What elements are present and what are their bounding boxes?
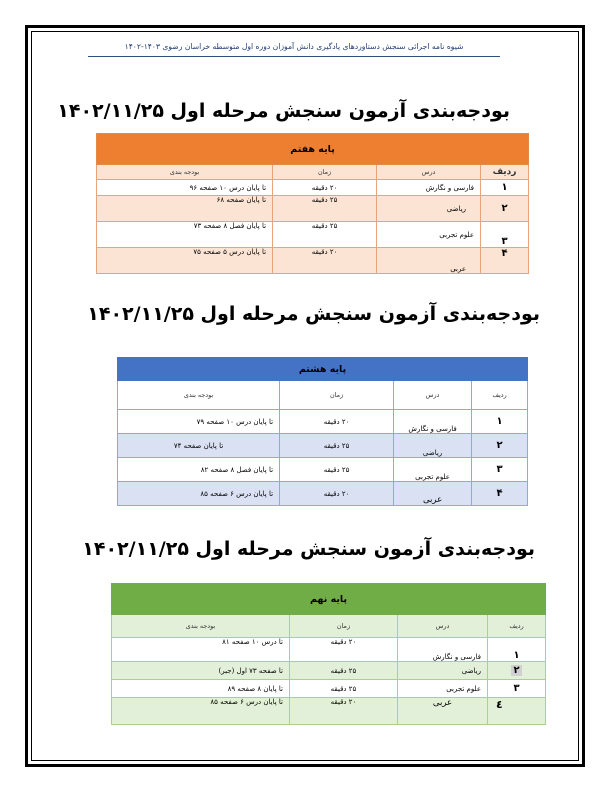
budget-cell: تا پایان ۸ صفحه ۸۹ <box>112 680 290 698</box>
row-number: ۱ <box>481 180 529 196</box>
time-cell: ۲۵ دقیقه <box>280 434 394 458</box>
budget-table-grade7 <box>96 133 529 274</box>
grade-band: پایه هشتم <box>118 358 528 381</box>
row-number: ۲ <box>472 434 528 458</box>
time-cell: ۲۵ دقیقه <box>290 680 398 698</box>
budget-cell: تا پایان فصل ۸ صفحه ۷۳ <box>97 222 273 248</box>
budget-cell: تا پایان درس ۱۰ صفحه ۷۹ <box>118 410 280 434</box>
time-cell: ۲۵ دقیقه <box>290 662 398 680</box>
row-number: ۳ <box>472 458 528 482</box>
col-header-row-number: ردیف <box>488 615 546 638</box>
section-title-grade9: بودجه‌بندی آزمون سنجش مرحله اول ۱۴۰۲/۱۱/۲۵ <box>82 538 535 560</box>
subject-cell: علوم تجربی <box>377 222 481 248</box>
row-number <box>488 662 546 680</box>
row-number: ۳ <box>488 680 546 698</box>
time-cell: ۲۰ دقیقه <box>290 698 398 725</box>
row-number: ۳ <box>481 222 529 248</box>
subject-cell: فارسی و نگارش <box>398 638 488 662</box>
time-cell: ۲۵ دقیقه <box>273 222 377 248</box>
budget-cell: تا درس ۱۰ صفحه ۸۱ <box>112 638 290 662</box>
subject-cell: فارسی و نگارش <box>377 180 481 196</box>
section-title-grade8: بودجه‌بندی آزمون سنجش مرحله اول ۱۴۰۲/۱۱/۲۵ <box>87 303 540 325</box>
grade-band: پایه نهم <box>112 584 546 615</box>
col-header-row-number: ردیف <box>481 165 529 180</box>
header-underline <box>88 56 500 57</box>
subject-cell: ریاضی <box>394 434 472 458</box>
grade-band: پایه هفتم <box>97 134 529 165</box>
subject-cell: ریاضی <box>398 662 488 680</box>
col-header-time: زمان <box>290 615 398 638</box>
budget-cell: تا پایان درس ۶ صفحه ۸۵ <box>118 482 280 506</box>
col-header-budget: بودجه بندی <box>97 165 273 180</box>
subject-cell: علوم تجربی <box>398 680 488 698</box>
col-header-budget: بودجه بندی <box>112 615 290 638</box>
row-number: ۴ <box>472 482 528 506</box>
budget-cell: تا پایان صفحه ۷۴ <box>118 434 280 458</box>
budget-cell: تا پایان فصل ۸ صفحه ۸۲ <box>118 458 280 482</box>
subject-cell: علوم تجربی <box>394 458 472 482</box>
row-number: ۲ <box>481 196 529 222</box>
row-number-highlighted: ۲ <box>513 665 520 676</box>
subject-cell: عربی <box>394 482 472 506</box>
subject-cell: ریاضی <box>377 196 481 222</box>
budget-cell: تا پایان درس ۱۰ صفحه ۹۶ <box>97 180 273 196</box>
col-header-subject: درس <box>377 165 481 180</box>
row-number: ٤ <box>488 698 546 725</box>
budget-table-grade8 <box>117 357 528 506</box>
row-number: ۴ <box>481 248 529 274</box>
time-cell: ۲۵ دقیقه <box>273 196 377 222</box>
budget-cell: تا پایان درس ۶ صفحه ۸۵ <box>112 698 290 725</box>
subject-cell: عربی <box>398 698 488 725</box>
time-cell: ۲۰ دقیقه <box>273 248 377 274</box>
time-cell: ۲۰ دقیقه <box>290 638 398 662</box>
time-cell: ۲۵ دقیقه <box>280 458 394 482</box>
budget-table-grade9 <box>111 583 546 725</box>
budget-cell: تا صفحه ۷۳ اول (جبر) <box>112 662 290 680</box>
col-header-time: زمان <box>280 381 394 410</box>
time-cell: ۲۰ دقیقه <box>280 410 394 434</box>
col-header-budget: بودجه بندی <box>118 381 280 410</box>
budget-cell: تا پایان درس ۵ صفحه ۷۵ <box>97 248 273 274</box>
subject-cell: فارسی و نگارش <box>394 410 472 434</box>
time-cell: ۲۰ دقیقه <box>280 482 394 506</box>
col-header-subject: درس <box>398 615 488 638</box>
col-header-row-number: ردیف <box>472 381 528 410</box>
row-number: ۱ <box>472 410 528 434</box>
col-header-subject: درس <box>394 381 472 410</box>
col-header-time: زمان <box>273 165 377 180</box>
budget-cell: تا پایان صفحه ۶۸ <box>97 196 273 222</box>
time-cell: ۲۰ دقیقه <box>273 180 377 196</box>
section-title-grade7: بودجه‌بندی آزمون سنجش مرحله اول ۱۴۰۲/۱۱/۲۵ <box>57 100 510 122</box>
subject-cell: عربی <box>377 248 481 274</box>
document-header: شیوه نامه اجرائی سنجش دستاوردهای یادگیری دانش آموزان دوره اول متوسطه خراسان رضوی ۱۴۰۳-۱۴۰۲ <box>124 42 464 51</box>
row-number: ۱ <box>488 638 546 662</box>
